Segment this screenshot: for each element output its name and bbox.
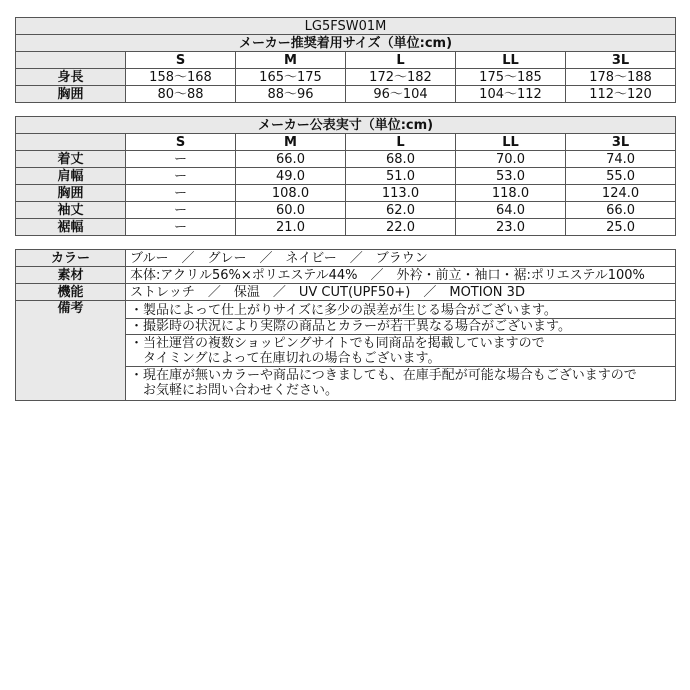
note-text: ・当社運営の複数ショッピングサイトでも同商品を掲載していますので <box>130 335 545 351</box>
table-cell: 60.0 <box>236 202 346 219</box>
table-cell: 108.0 <box>236 185 346 202</box>
table-cell: ー <box>126 202 236 219</box>
function-row <box>16 284 676 301</box>
note-item <box>126 367 675 399</box>
table-cell: ー <box>126 219 236 236</box>
table-cell: 64.0 <box>456 202 566 219</box>
row-label: 胸囲 <box>16 185 126 202</box>
table-cell: 68.0 <box>346 151 456 168</box>
table-cell: 21.0 <box>236 219 346 236</box>
header-blank-cell <box>16 134 126 151</box>
note-item <box>126 303 675 319</box>
note-text: ・撮影時の状況により実際の商品とカラーが若干異なる場合がございます。 <box>130 318 571 334</box>
color-value: ブルー ／ グレー ／ ネイビー ／ ブラウン <box>126 250 676 267</box>
note-item <box>126 319 675 335</box>
notes-cell <box>126 301 676 401</box>
row-label: 裾幅 <box>16 219 126 236</box>
color-label: カラー <box>16 250 126 267</box>
table-cell: 172〜182 <box>346 69 456 86</box>
table-cell: 80〜88 <box>126 86 236 103</box>
note-text: タイミングによって在庫切れの場合もございます。 <box>130 350 441 366</box>
size-header: 3L <box>566 52 676 69</box>
table-cell: 104〜112 <box>456 86 566 103</box>
row-label: 肩幅 <box>16 168 126 185</box>
table-cell: 158〜168 <box>126 69 236 86</box>
table-cell: 66.0 <box>236 151 346 168</box>
note-text: ・製品によって仕上がりサイズに多少の誤差が生じる場合がございます。 <box>130 302 557 318</box>
table-cell: ー <box>126 185 236 202</box>
actual-header-row <box>16 134 676 151</box>
material-value: 本体:アクリル56%×ポリエステル44% ／ 外衿・前立・袖口・裾:ポリエステル100% <box>126 267 676 284</box>
table-cell: 118.0 <box>456 185 566 202</box>
size-header: L <box>346 134 456 151</box>
function-value: ストレッチ ／ 保温 ／ UV CUT(UPF50+) ／ MOTION 3D <box>126 284 676 301</box>
notes-row <box>16 301 676 401</box>
table-cell: 112〜120 <box>566 86 676 103</box>
size-header: L <box>346 52 456 69</box>
table-cell: 62.0 <box>346 202 456 219</box>
actual-table-title: メーカー公表実寸（単位:cm) <box>16 117 676 134</box>
actual-measurements-table <box>15 116 676 236</box>
note-item <box>126 335 675 367</box>
table-cell: ー <box>126 151 236 168</box>
table-row <box>16 86 676 103</box>
table-row <box>16 202 676 219</box>
header-blank-cell <box>16 52 126 69</box>
table-cell: 70.0 <box>456 151 566 168</box>
row-label: 胸囲 <box>16 86 126 103</box>
table-row <box>16 219 676 236</box>
size-header: S <box>126 52 236 69</box>
color-row <box>16 250 676 267</box>
size-header: LL <box>456 134 566 151</box>
table-cell: 124.0 <box>566 185 676 202</box>
row-label: 着丈 <box>16 151 126 168</box>
table-cell: 55.0 <box>566 168 676 185</box>
material-label: 素材 <box>16 267 126 284</box>
notes-label: 備考 <box>16 301 126 401</box>
recommended-header-row <box>16 52 676 69</box>
table-cell: 51.0 <box>346 168 456 185</box>
product-code: LG5FSW01M <box>16 18 676 35</box>
table-row <box>16 69 676 86</box>
material-row <box>16 267 676 284</box>
table-cell: 22.0 <box>346 219 456 236</box>
size-header: M <box>236 134 346 151</box>
note-text: お気軽にお問い合わせください。 <box>130 382 339 398</box>
size-header: S <box>126 134 236 151</box>
function-label: 機能 <box>16 284 126 301</box>
table-cell: 74.0 <box>566 151 676 168</box>
note-text: ・現在庫が無いカラーや商品につきましても、在庫手配が可能な場合もございますので <box>130 367 637 383</box>
row-label: 袖丈 <box>16 202 126 219</box>
table-cell: 49.0 <box>236 168 346 185</box>
table-cell: 178〜188 <box>566 69 676 86</box>
size-header: 3L <box>566 134 676 151</box>
table-cell: ー <box>126 168 236 185</box>
recommended-table-title: メーカー推奨着用サイズ（単位:cm) <box>16 35 676 52</box>
size-header: LL <box>456 52 566 69</box>
size-header: M <box>236 52 346 69</box>
row-label: 身長 <box>16 69 126 86</box>
table-cell: 96〜104 <box>346 86 456 103</box>
table-cell: 66.0 <box>566 202 676 219</box>
table-row <box>16 168 676 185</box>
table-cell: 113.0 <box>346 185 456 202</box>
table-cell: 88〜96 <box>236 86 346 103</box>
table-cell: 175〜185 <box>456 69 566 86</box>
table-row <box>16 151 676 168</box>
recommended-size-table <box>15 17 676 103</box>
table-cell: 25.0 <box>566 219 676 236</box>
product-info-table <box>15 249 676 401</box>
table-cell: 53.0 <box>456 168 566 185</box>
table-cell: 165〜175 <box>236 69 346 86</box>
table-cell: 23.0 <box>456 219 566 236</box>
table-row <box>16 185 676 202</box>
